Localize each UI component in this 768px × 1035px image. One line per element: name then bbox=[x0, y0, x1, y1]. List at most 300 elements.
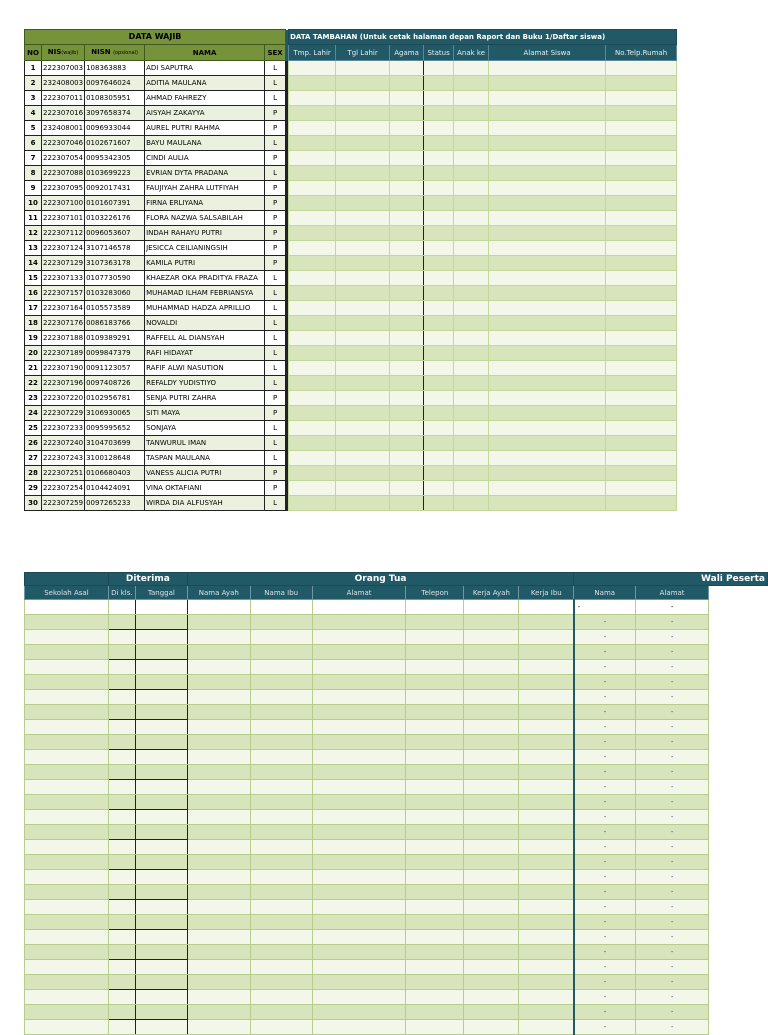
tanggal-cell[interactable] bbox=[135, 660, 187, 675]
student-anak-ke-cell[interactable] bbox=[454, 271, 489, 286]
student-tmp-lahir-cell[interactable] bbox=[289, 421, 336, 436]
telepon-cell[interactable] bbox=[406, 615, 464, 630]
telepon-cell[interactable] bbox=[406, 630, 464, 645]
student-alamat-siswa-cell[interactable] bbox=[489, 226, 606, 241]
student-tgl-lahir-cell[interactable] bbox=[336, 241, 390, 256]
student-tgl-lahir-cell[interactable] bbox=[336, 346, 390, 361]
wali-nama-cell[interactable]: - bbox=[574, 855, 636, 870]
student-tmp-lahir-cell[interactable] bbox=[289, 151, 336, 166]
nama-ibu-cell[interactable] bbox=[250, 990, 312, 1005]
student-telp-rumah-cell[interactable] bbox=[606, 136, 677, 151]
alamat-ortu-cell[interactable] bbox=[312, 1020, 406, 1035]
student-tmp-lahir-cell[interactable] bbox=[289, 181, 336, 196]
student-no-cell[interactable]: 27 bbox=[25, 451, 42, 466]
sekolah-asal-cell[interactable] bbox=[25, 870, 109, 885]
student-tgl-lahir-cell[interactable] bbox=[336, 391, 390, 406]
alamat-ortu-cell[interactable] bbox=[312, 690, 406, 705]
tanggal-cell[interactable] bbox=[135, 990, 187, 1005]
wali-alamat-cell[interactable]: - bbox=[636, 810, 709, 825]
telepon-cell[interactable] bbox=[406, 600, 464, 615]
nama-ayah-cell[interactable] bbox=[187, 615, 250, 630]
kerja-ayah-cell[interactable] bbox=[464, 780, 519, 795]
kerja-ibu-cell[interactable] bbox=[519, 750, 574, 765]
wali-nama-cell[interactable]: - bbox=[574, 1005, 636, 1020]
student-nama-cell[interactable]: TANWURUL IMAN bbox=[145, 436, 265, 451]
wali-nama-cell[interactable]: - bbox=[574, 600, 636, 615]
student-nama-cell[interactable]: SONJAYA bbox=[145, 421, 265, 436]
student-status-cell[interactable] bbox=[424, 61, 454, 76]
telepon-cell[interactable] bbox=[406, 780, 464, 795]
student-tmp-lahir-cell[interactable] bbox=[289, 466, 336, 481]
student-tmp-lahir-cell[interactable] bbox=[289, 436, 336, 451]
student-nis-cell[interactable]: 222307164 bbox=[42, 301, 85, 316]
nama-ayah-cell[interactable] bbox=[187, 600, 250, 615]
kerja-ayah-cell[interactable] bbox=[464, 930, 519, 945]
student-anak-ke-cell[interactable] bbox=[454, 136, 489, 151]
tanggal-cell[interactable] bbox=[135, 645, 187, 660]
di-kls-cell[interactable] bbox=[108, 660, 135, 675]
kerja-ayah-cell[interactable] bbox=[464, 1020, 519, 1035]
student-alamat-siswa-cell[interactable] bbox=[489, 436, 606, 451]
nama-ayah-cell[interactable] bbox=[187, 915, 250, 930]
student-status-cell[interactable] bbox=[424, 136, 454, 151]
student-anak-ke-cell[interactable] bbox=[454, 361, 489, 376]
kerja-ayah-cell[interactable] bbox=[464, 615, 519, 630]
kerja-ayah-cell[interactable] bbox=[464, 975, 519, 990]
student-nis-cell[interactable]: 222307190 bbox=[42, 361, 85, 376]
telepon-cell[interactable] bbox=[406, 855, 464, 870]
student-nama-cell[interactable]: INDAH RAHAYU PUTRI bbox=[145, 226, 265, 241]
student-tmp-lahir-cell[interactable] bbox=[289, 61, 336, 76]
alamat-ortu-cell[interactable] bbox=[312, 675, 406, 690]
tanggal-cell[interactable] bbox=[135, 1005, 187, 1020]
student-nisn-cell[interactable]: 3107146578 bbox=[85, 241, 145, 256]
nama-ibu-cell[interactable] bbox=[250, 720, 312, 735]
nama-ayah-cell[interactable] bbox=[187, 900, 250, 915]
kerja-ayah-cell[interactable] bbox=[464, 900, 519, 915]
student-tmp-lahir-cell[interactable] bbox=[289, 211, 336, 226]
student-agama-cell[interactable] bbox=[390, 316, 424, 331]
student-sex-cell[interactable]: L bbox=[265, 331, 286, 346]
student-sex-cell[interactable]: L bbox=[265, 286, 286, 301]
student-nisn-cell[interactable]: 0086183766 bbox=[85, 316, 145, 331]
kerja-ayah-cell[interactable] bbox=[464, 885, 519, 900]
sekolah-asal-cell[interactable] bbox=[25, 675, 109, 690]
student-status-cell[interactable] bbox=[424, 256, 454, 271]
student-telp-rumah-cell[interactable] bbox=[606, 271, 677, 286]
nama-ibu-cell[interactable] bbox=[250, 660, 312, 675]
student-tmp-lahir-cell[interactable] bbox=[289, 166, 336, 181]
student-nama-cell[interactable]: RAFFELL AL DIANSYAH bbox=[145, 331, 265, 346]
student-tmp-lahir-cell[interactable] bbox=[289, 481, 336, 496]
kerja-ibu-cell[interactable] bbox=[519, 630, 574, 645]
student-alamat-siswa-cell[interactable] bbox=[489, 346, 606, 361]
student-nisn-cell[interactable]: 0102956781 bbox=[85, 391, 145, 406]
telepon-cell[interactable] bbox=[406, 825, 464, 840]
nama-ibu-cell[interactable] bbox=[250, 795, 312, 810]
student-tgl-lahir-cell[interactable] bbox=[336, 331, 390, 346]
student-no-cell[interactable]: 1 bbox=[25, 61, 42, 76]
kerja-ayah-cell[interactable] bbox=[464, 990, 519, 1005]
student-no-cell[interactable]: 7 bbox=[25, 151, 42, 166]
nama-ibu-cell[interactable] bbox=[250, 735, 312, 750]
wali-nama-cell[interactable]: - bbox=[574, 945, 636, 960]
kerja-ayah-cell[interactable] bbox=[464, 825, 519, 840]
telepon-cell[interactable] bbox=[406, 960, 464, 975]
student-nis-cell[interactable]: 222307259 bbox=[42, 496, 85, 511]
alamat-ortu-cell[interactable] bbox=[312, 765, 406, 780]
tanggal-cell[interactable] bbox=[135, 690, 187, 705]
kerja-ibu-cell[interactable] bbox=[519, 1020, 574, 1035]
tanggal-cell[interactable] bbox=[135, 735, 187, 750]
wali-alamat-cell[interactable]: - bbox=[636, 750, 709, 765]
sekolah-asal-cell[interactable] bbox=[25, 885, 109, 900]
telepon-cell[interactable] bbox=[406, 705, 464, 720]
student-tgl-lahir-cell[interactable] bbox=[336, 271, 390, 286]
nama-ibu-cell[interactable] bbox=[250, 900, 312, 915]
tanggal-cell[interactable] bbox=[135, 825, 187, 840]
student-status-cell[interactable] bbox=[424, 466, 454, 481]
wali-alamat-cell[interactable]: - bbox=[636, 945, 709, 960]
student-telp-rumah-cell[interactable] bbox=[606, 331, 677, 346]
student-no-cell[interactable]: 29 bbox=[25, 481, 42, 496]
wali-alamat-cell[interactable]: - bbox=[636, 615, 709, 630]
student-tmp-lahir-cell[interactable] bbox=[289, 391, 336, 406]
student-status-cell[interactable] bbox=[424, 181, 454, 196]
di-kls-cell[interactable] bbox=[108, 975, 135, 990]
student-no-cell[interactable]: 5 bbox=[25, 121, 42, 136]
sekolah-asal-cell[interactable] bbox=[25, 645, 109, 660]
tanggal-cell[interactable] bbox=[135, 750, 187, 765]
nama-ibu-cell[interactable] bbox=[250, 1020, 312, 1035]
student-sex-cell[interactable]: L bbox=[265, 451, 286, 466]
student-tgl-lahir-cell[interactable] bbox=[336, 256, 390, 271]
student-telp-rumah-cell[interactable] bbox=[606, 121, 677, 136]
student-telp-rumah-cell[interactable] bbox=[606, 106, 677, 121]
alamat-ortu-cell[interactable] bbox=[312, 840, 406, 855]
student-nis-cell[interactable]: 222307112 bbox=[42, 226, 85, 241]
student-no-cell[interactable]: 15 bbox=[25, 271, 42, 286]
student-nis-cell[interactable]: 222307133 bbox=[42, 271, 85, 286]
student-nama-cell[interactable]: MUHAMAD ILHAM FEBRIANSYA bbox=[145, 286, 265, 301]
nama-ayah-cell[interactable] bbox=[187, 1005, 250, 1020]
student-telp-rumah-cell[interactable] bbox=[606, 286, 677, 301]
student-telp-rumah-cell[interactable] bbox=[606, 211, 677, 226]
di-kls-cell[interactable] bbox=[108, 900, 135, 915]
student-agama-cell[interactable] bbox=[390, 226, 424, 241]
student-agama-cell[interactable] bbox=[390, 211, 424, 226]
student-nisn-cell[interactable]: 0099847379 bbox=[85, 346, 145, 361]
tanggal-cell[interactable] bbox=[135, 615, 187, 630]
nama-ibu-cell[interactable] bbox=[250, 945, 312, 960]
student-status-cell[interactable] bbox=[424, 331, 454, 346]
student-alamat-siswa-cell[interactable] bbox=[489, 421, 606, 436]
student-nisn-cell[interactable]: 0108305951 bbox=[85, 91, 145, 106]
alamat-ortu-cell[interactable] bbox=[312, 975, 406, 990]
student-agama-cell[interactable] bbox=[390, 91, 424, 106]
student-anak-ke-cell[interactable] bbox=[454, 211, 489, 226]
student-sex-cell[interactable]: P bbox=[265, 226, 286, 241]
alamat-ortu-cell[interactable] bbox=[312, 825, 406, 840]
student-sex-cell[interactable]: L bbox=[265, 346, 286, 361]
student-nisn-cell[interactable]: 0097265233 bbox=[85, 496, 145, 511]
student-nama-cell[interactable]: AHMAD FAHREZY bbox=[145, 91, 265, 106]
student-tgl-lahir-cell[interactable] bbox=[336, 181, 390, 196]
student-alamat-siswa-cell[interactable] bbox=[489, 121, 606, 136]
student-nisn-cell[interactable]: 0104424091 bbox=[85, 481, 145, 496]
student-tgl-lahir-cell[interactable] bbox=[336, 361, 390, 376]
student-no-cell[interactable]: 8 bbox=[25, 166, 42, 181]
student-nis-cell[interactable]: 222307240 bbox=[42, 436, 85, 451]
student-nis-cell[interactable]: 222307129 bbox=[42, 256, 85, 271]
student-nisn-cell[interactable]: 3107363178 bbox=[85, 256, 145, 271]
kerja-ayah-cell[interactable] bbox=[464, 630, 519, 645]
wali-alamat-cell[interactable]: - bbox=[636, 660, 709, 675]
nama-ibu-cell[interactable] bbox=[250, 750, 312, 765]
student-tgl-lahir-cell[interactable] bbox=[336, 76, 390, 91]
student-anak-ke-cell[interactable] bbox=[454, 481, 489, 496]
kerja-ibu-cell[interactable] bbox=[519, 915, 574, 930]
student-anak-ke-cell[interactable] bbox=[454, 241, 489, 256]
alamat-ortu-cell[interactable] bbox=[312, 960, 406, 975]
kerja-ibu-cell[interactable] bbox=[519, 795, 574, 810]
student-no-cell[interactable]: 16 bbox=[25, 286, 42, 301]
student-anak-ke-cell[interactable] bbox=[454, 451, 489, 466]
alamat-ortu-cell[interactable] bbox=[312, 915, 406, 930]
student-status-cell[interactable] bbox=[424, 151, 454, 166]
tanggal-cell[interactable] bbox=[135, 675, 187, 690]
student-nisn-cell[interactable]: 108363883 bbox=[85, 61, 145, 76]
nama-ibu-cell[interactable] bbox=[250, 825, 312, 840]
student-telp-rumah-cell[interactable] bbox=[606, 466, 677, 481]
wali-nama-cell[interactable]: - bbox=[574, 825, 636, 840]
student-agama-cell[interactable] bbox=[390, 421, 424, 436]
student-telp-rumah-cell[interactable] bbox=[606, 181, 677, 196]
wali-alamat-cell[interactable]: - bbox=[636, 1020, 709, 1035]
di-kls-cell[interactable] bbox=[108, 690, 135, 705]
student-agama-cell[interactable] bbox=[390, 241, 424, 256]
wali-alamat-cell[interactable]: - bbox=[636, 855, 709, 870]
tanggal-cell[interactable] bbox=[135, 945, 187, 960]
alamat-ortu-cell[interactable] bbox=[312, 705, 406, 720]
student-agama-cell[interactable] bbox=[390, 61, 424, 76]
student-nama-cell[interactable]: ADI SAPUTRA bbox=[145, 61, 265, 76]
di-kls-cell[interactable] bbox=[108, 855, 135, 870]
tanggal-cell[interactable] bbox=[135, 720, 187, 735]
alamat-ortu-cell[interactable] bbox=[312, 615, 406, 630]
student-alamat-siswa-cell[interactable] bbox=[489, 136, 606, 151]
di-kls-cell[interactable] bbox=[108, 645, 135, 660]
telepon-cell[interactable] bbox=[406, 645, 464, 660]
di-kls-cell[interactable] bbox=[108, 615, 135, 630]
telepon-cell[interactable] bbox=[406, 690, 464, 705]
wali-alamat-cell[interactable]: - bbox=[636, 825, 709, 840]
sekolah-asal-cell[interactable] bbox=[25, 780, 109, 795]
student-agama-cell[interactable] bbox=[390, 196, 424, 211]
student-tmp-lahir-cell[interactable] bbox=[289, 316, 336, 331]
student-tmp-lahir-cell[interactable] bbox=[289, 346, 336, 361]
student-anak-ke-cell[interactable] bbox=[454, 61, 489, 76]
student-telp-rumah-cell[interactable] bbox=[606, 376, 677, 391]
nama-ibu-cell[interactable] bbox=[250, 705, 312, 720]
telepon-cell[interactable] bbox=[406, 660, 464, 675]
student-alamat-siswa-cell[interactable] bbox=[489, 361, 606, 376]
alamat-ortu-cell[interactable] bbox=[312, 855, 406, 870]
student-sex-cell[interactable]: P bbox=[265, 256, 286, 271]
kerja-ibu-cell[interactable] bbox=[519, 840, 574, 855]
kerja-ibu-cell[interactable] bbox=[519, 660, 574, 675]
student-tgl-lahir-cell[interactable] bbox=[336, 406, 390, 421]
kerja-ibu-cell[interactable] bbox=[519, 690, 574, 705]
kerja-ibu-cell[interactable] bbox=[519, 705, 574, 720]
wali-nama-cell[interactable]: - bbox=[574, 975, 636, 990]
student-agama-cell[interactable] bbox=[390, 346, 424, 361]
student-anak-ke-cell[interactable] bbox=[454, 196, 489, 211]
student-tgl-lahir-cell[interactable] bbox=[336, 151, 390, 166]
student-tgl-lahir-cell[interactable] bbox=[336, 496, 390, 511]
student-tmp-lahir-cell[interactable] bbox=[289, 136, 336, 151]
telepon-cell[interactable] bbox=[406, 720, 464, 735]
student-no-cell[interactable]: 2 bbox=[25, 76, 42, 91]
wali-alamat-cell[interactable]: - bbox=[636, 990, 709, 1005]
student-anak-ke-cell[interactable] bbox=[454, 76, 489, 91]
student-nisn-cell[interactable]: 0096053607 bbox=[85, 226, 145, 241]
di-kls-cell[interactable] bbox=[108, 600, 135, 615]
student-nisn-cell[interactable]: 3106930065 bbox=[85, 406, 145, 421]
nama-ayah-cell[interactable] bbox=[187, 855, 250, 870]
student-nis-cell[interactable]: 222307196 bbox=[42, 376, 85, 391]
kerja-ayah-cell[interactable] bbox=[464, 645, 519, 660]
student-tgl-lahir-cell[interactable] bbox=[336, 316, 390, 331]
student-nis-cell[interactable]: 222307251 bbox=[42, 466, 85, 481]
nama-ibu-cell[interactable] bbox=[250, 615, 312, 630]
student-alamat-siswa-cell[interactable] bbox=[489, 316, 606, 331]
wali-alamat-cell[interactable]: - bbox=[636, 720, 709, 735]
student-anak-ke-cell[interactable] bbox=[454, 391, 489, 406]
wali-alamat-cell[interactable]: - bbox=[636, 975, 709, 990]
kerja-ibu-cell[interactable] bbox=[519, 1005, 574, 1020]
di-kls-cell[interactable] bbox=[108, 945, 135, 960]
nama-ibu-cell[interactable] bbox=[250, 810, 312, 825]
kerja-ibu-cell[interactable] bbox=[519, 765, 574, 780]
wali-nama-cell[interactable]: - bbox=[574, 705, 636, 720]
student-no-cell[interactable]: 6 bbox=[25, 136, 42, 151]
student-nisn-cell[interactable]: 0101607391 bbox=[85, 196, 145, 211]
sekolah-asal-cell[interactable] bbox=[25, 705, 109, 720]
sekolah-asal-cell[interactable] bbox=[25, 795, 109, 810]
student-status-cell[interactable] bbox=[424, 76, 454, 91]
student-no-cell[interactable]: 19 bbox=[25, 331, 42, 346]
nama-ayah-cell[interactable] bbox=[187, 885, 250, 900]
nama-ayah-cell[interactable] bbox=[187, 870, 250, 885]
wali-nama-cell[interactable]: - bbox=[574, 630, 636, 645]
kerja-ayah-cell[interactable] bbox=[464, 660, 519, 675]
student-agama-cell[interactable] bbox=[390, 391, 424, 406]
nama-ayah-cell[interactable] bbox=[187, 720, 250, 735]
nama-ayah-cell[interactable] bbox=[187, 990, 250, 1005]
kerja-ayah-cell[interactable] bbox=[464, 915, 519, 930]
student-agama-cell[interactable] bbox=[390, 76, 424, 91]
sekolah-asal-cell[interactable] bbox=[25, 840, 109, 855]
student-tmp-lahir-cell[interactable] bbox=[289, 226, 336, 241]
telepon-cell[interactable] bbox=[406, 810, 464, 825]
student-anak-ke-cell[interactable] bbox=[454, 346, 489, 361]
student-status-cell[interactable] bbox=[424, 451, 454, 466]
tanggal-cell[interactable] bbox=[135, 930, 187, 945]
wali-nama-cell[interactable]: - bbox=[574, 645, 636, 660]
student-tmp-lahir-cell[interactable] bbox=[289, 196, 336, 211]
student-alamat-siswa-cell[interactable] bbox=[489, 181, 606, 196]
nama-ayah-cell[interactable] bbox=[187, 795, 250, 810]
kerja-ibu-cell[interactable] bbox=[519, 645, 574, 660]
telepon-cell[interactable] bbox=[406, 765, 464, 780]
nama-ibu-cell[interactable] bbox=[250, 1005, 312, 1020]
tanggal-cell[interactable] bbox=[135, 780, 187, 795]
student-nama-cell[interactable]: EVRIAN DYTA PRADANA bbox=[145, 166, 265, 181]
student-nama-cell[interactable]: FIRNA ERLIYANA bbox=[145, 196, 265, 211]
wali-nama-cell[interactable]: - bbox=[574, 615, 636, 630]
tanggal-cell[interactable] bbox=[135, 810, 187, 825]
student-no-cell[interactable]: 4 bbox=[25, 106, 42, 121]
student-tmp-lahir-cell[interactable] bbox=[289, 76, 336, 91]
nama-ayah-cell[interactable] bbox=[187, 960, 250, 975]
student-nis-cell[interactable]: 222307189 bbox=[42, 346, 85, 361]
student-anak-ke-cell[interactable] bbox=[454, 106, 489, 121]
wali-alamat-cell[interactable]: - bbox=[636, 840, 709, 855]
di-kls-cell[interactable] bbox=[108, 630, 135, 645]
student-agama-cell[interactable] bbox=[390, 331, 424, 346]
telepon-cell[interactable] bbox=[406, 975, 464, 990]
student-nis-cell[interactable]: 222307243 bbox=[42, 451, 85, 466]
nama-ayah-cell[interactable] bbox=[187, 705, 250, 720]
student-nama-cell[interactable]: RAFIF ALWI NASUTION bbox=[145, 361, 265, 376]
di-kls-cell[interactable] bbox=[108, 930, 135, 945]
student-nama-cell[interactable]: CINDI AULIA bbox=[145, 151, 265, 166]
student-agama-cell[interactable] bbox=[390, 121, 424, 136]
kerja-ibu-cell[interactable] bbox=[519, 720, 574, 735]
student-telp-rumah-cell[interactable] bbox=[606, 391, 677, 406]
di-kls-cell[interactable] bbox=[108, 1020, 135, 1035]
student-telp-rumah-cell[interactable] bbox=[606, 436, 677, 451]
student-alamat-siswa-cell[interactable] bbox=[489, 211, 606, 226]
kerja-ayah-cell[interactable] bbox=[464, 945, 519, 960]
student-status-cell[interactable] bbox=[424, 481, 454, 496]
student-anak-ke-cell[interactable] bbox=[454, 91, 489, 106]
student-agama-cell[interactable] bbox=[390, 256, 424, 271]
wali-alamat-cell[interactable]: - bbox=[636, 735, 709, 750]
wali-alamat-cell[interactable]: - bbox=[636, 885, 709, 900]
kerja-ayah-cell[interactable] bbox=[464, 1005, 519, 1020]
alamat-ortu-cell[interactable] bbox=[312, 990, 406, 1005]
kerja-ibu-cell[interactable] bbox=[519, 810, 574, 825]
wali-nama-cell[interactable]: - bbox=[574, 990, 636, 1005]
nama-ibu-cell[interactable] bbox=[250, 600, 312, 615]
kerja-ayah-cell[interactable] bbox=[464, 960, 519, 975]
telepon-cell[interactable] bbox=[406, 1020, 464, 1035]
student-status-cell[interactable] bbox=[424, 106, 454, 121]
student-nama-cell[interactable]: BAYU MAULANA bbox=[145, 136, 265, 151]
student-nis-cell[interactable]: 222307220 bbox=[42, 391, 85, 406]
student-tmp-lahir-cell[interactable] bbox=[289, 301, 336, 316]
kerja-ayah-cell[interactable] bbox=[464, 690, 519, 705]
student-agama-cell[interactable] bbox=[390, 181, 424, 196]
student-tmp-lahir-cell[interactable] bbox=[289, 106, 336, 121]
student-anak-ke-cell[interactable] bbox=[454, 151, 489, 166]
student-status-cell[interactable] bbox=[424, 91, 454, 106]
student-nisn-cell[interactable]: 3100128648 bbox=[85, 451, 145, 466]
nama-ayah-cell[interactable] bbox=[187, 1020, 250, 1035]
student-status-cell[interactable] bbox=[424, 316, 454, 331]
